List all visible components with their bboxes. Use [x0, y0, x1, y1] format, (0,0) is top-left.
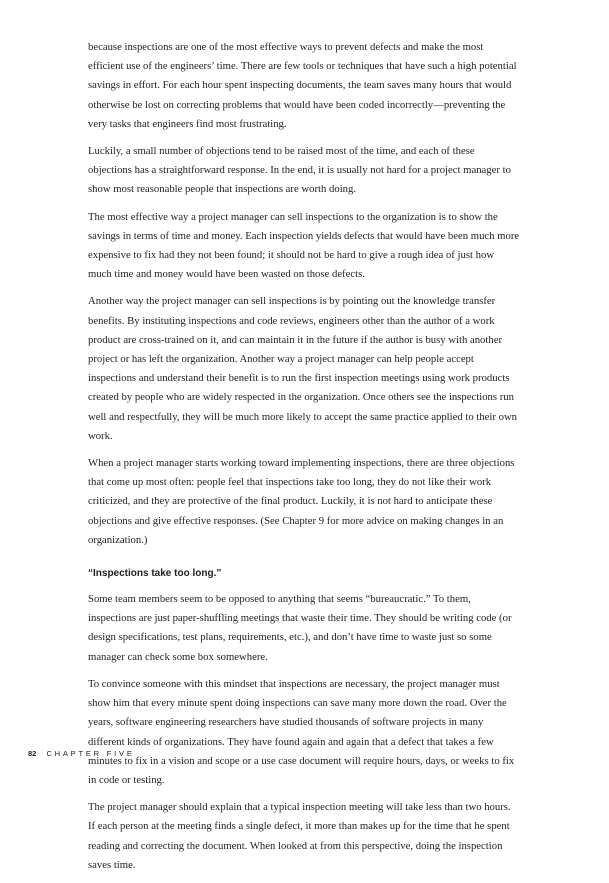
body-paragraph-5: When a project manager starts working toward implementing inspections, there are three objections that come up most often: people feel that inspections take too long, they do not like their work criticized, and they are protective of the final product. Luckily, it is not hard to anticipate these objections and give effective responses. (See Chapter 9 for more advice on making changes in an organization.): [88, 457, 515, 546]
body-paragraph-2: Luckily, a small number of objections tend to be raised most of the time, and each of these objections has a straightforward response. In the end, it is usually not hard for a project manager to show most reasonable people that inspections are worth doing.: [88, 145, 511, 196]
body-paragraph-1: because inspections are one of the most effective ways to prevent defects and make the most efficient use of the engineers’ time. There are few tools or techniques that have such a high potential savings in effort. For each hour spent inspecting documents, the team saves many hours that would otherwise be lost on correcting problems that would have been coded incorrectly—preventing the very tasks that engineers find most frustrating.: [88, 41, 517, 130]
body-paragraph-7: To convince someone with this mindset that inspections are necessary, the project manager must show him that every minute spent doing inspections can save many more down the road. Over the years, software engineering researchers have studied thousands of software projects in many different kinds of organizations. They have found again and again that a defect that takes a few minutes to fix in a vision and scope or a use case document will require hours, days, or weeks to fix in code or testing.: [88, 677, 515, 786]
body-paragraph-6: Some team members seem to be opposed to anything that seems “bureaucratic.” To them, inspections are just paper-shuffling meetings that waste their time. They should be writing code (or design specifications, test plans, requirements, etc.), and don’t have time to waste just so some manager can check some box somewhere.: [88, 593, 512, 663]
page-body: [88, 38, 520, 883]
section-heading: “Inspections take too long.”: [88, 568, 222, 580]
body-paragraph-4: Another way the project manager can sell inspections is by pointing out the knowledge transfer benefits. By instituting inspections and code reviews, engineers other than the author of a work product are cross-trained on it, and can maintain it in the future if the author is busy with another project or has left the organization. Another way a project manager can help people accept inspections and understand their benefit is to run the first inspection meetings using work products created by people who are widely respected in the organization. Once others see the inspections run well and respectfully, they will be much more likely to accept the same practice applied to their own work.: [88, 295, 518, 442]
body-paragraph-3: The most effective way a project manager can sell inspections to the organization is to show the savings in terms of time and money. Each inspection yields defects that would have been much more expensive to fix had they not been found; it should not be hard to give a rough idea of just how much time and money would have been wasted on those defects.: [88, 210, 520, 281]
chapter-label: CHAPTER FIVE: [46, 749, 135, 758]
page-footer: [28, 749, 135, 758]
page-number: 82: [28, 749, 37, 758]
body-paragraph-8: The project manager should explain that a typical inspection meeting will take less than two hours. If each person at the meeting finds a single defect, it more than makes up for the time that he spent reading and correcting the document. When looked at from this perspective, doing the inspection saves time.: [88, 801, 511, 871]
